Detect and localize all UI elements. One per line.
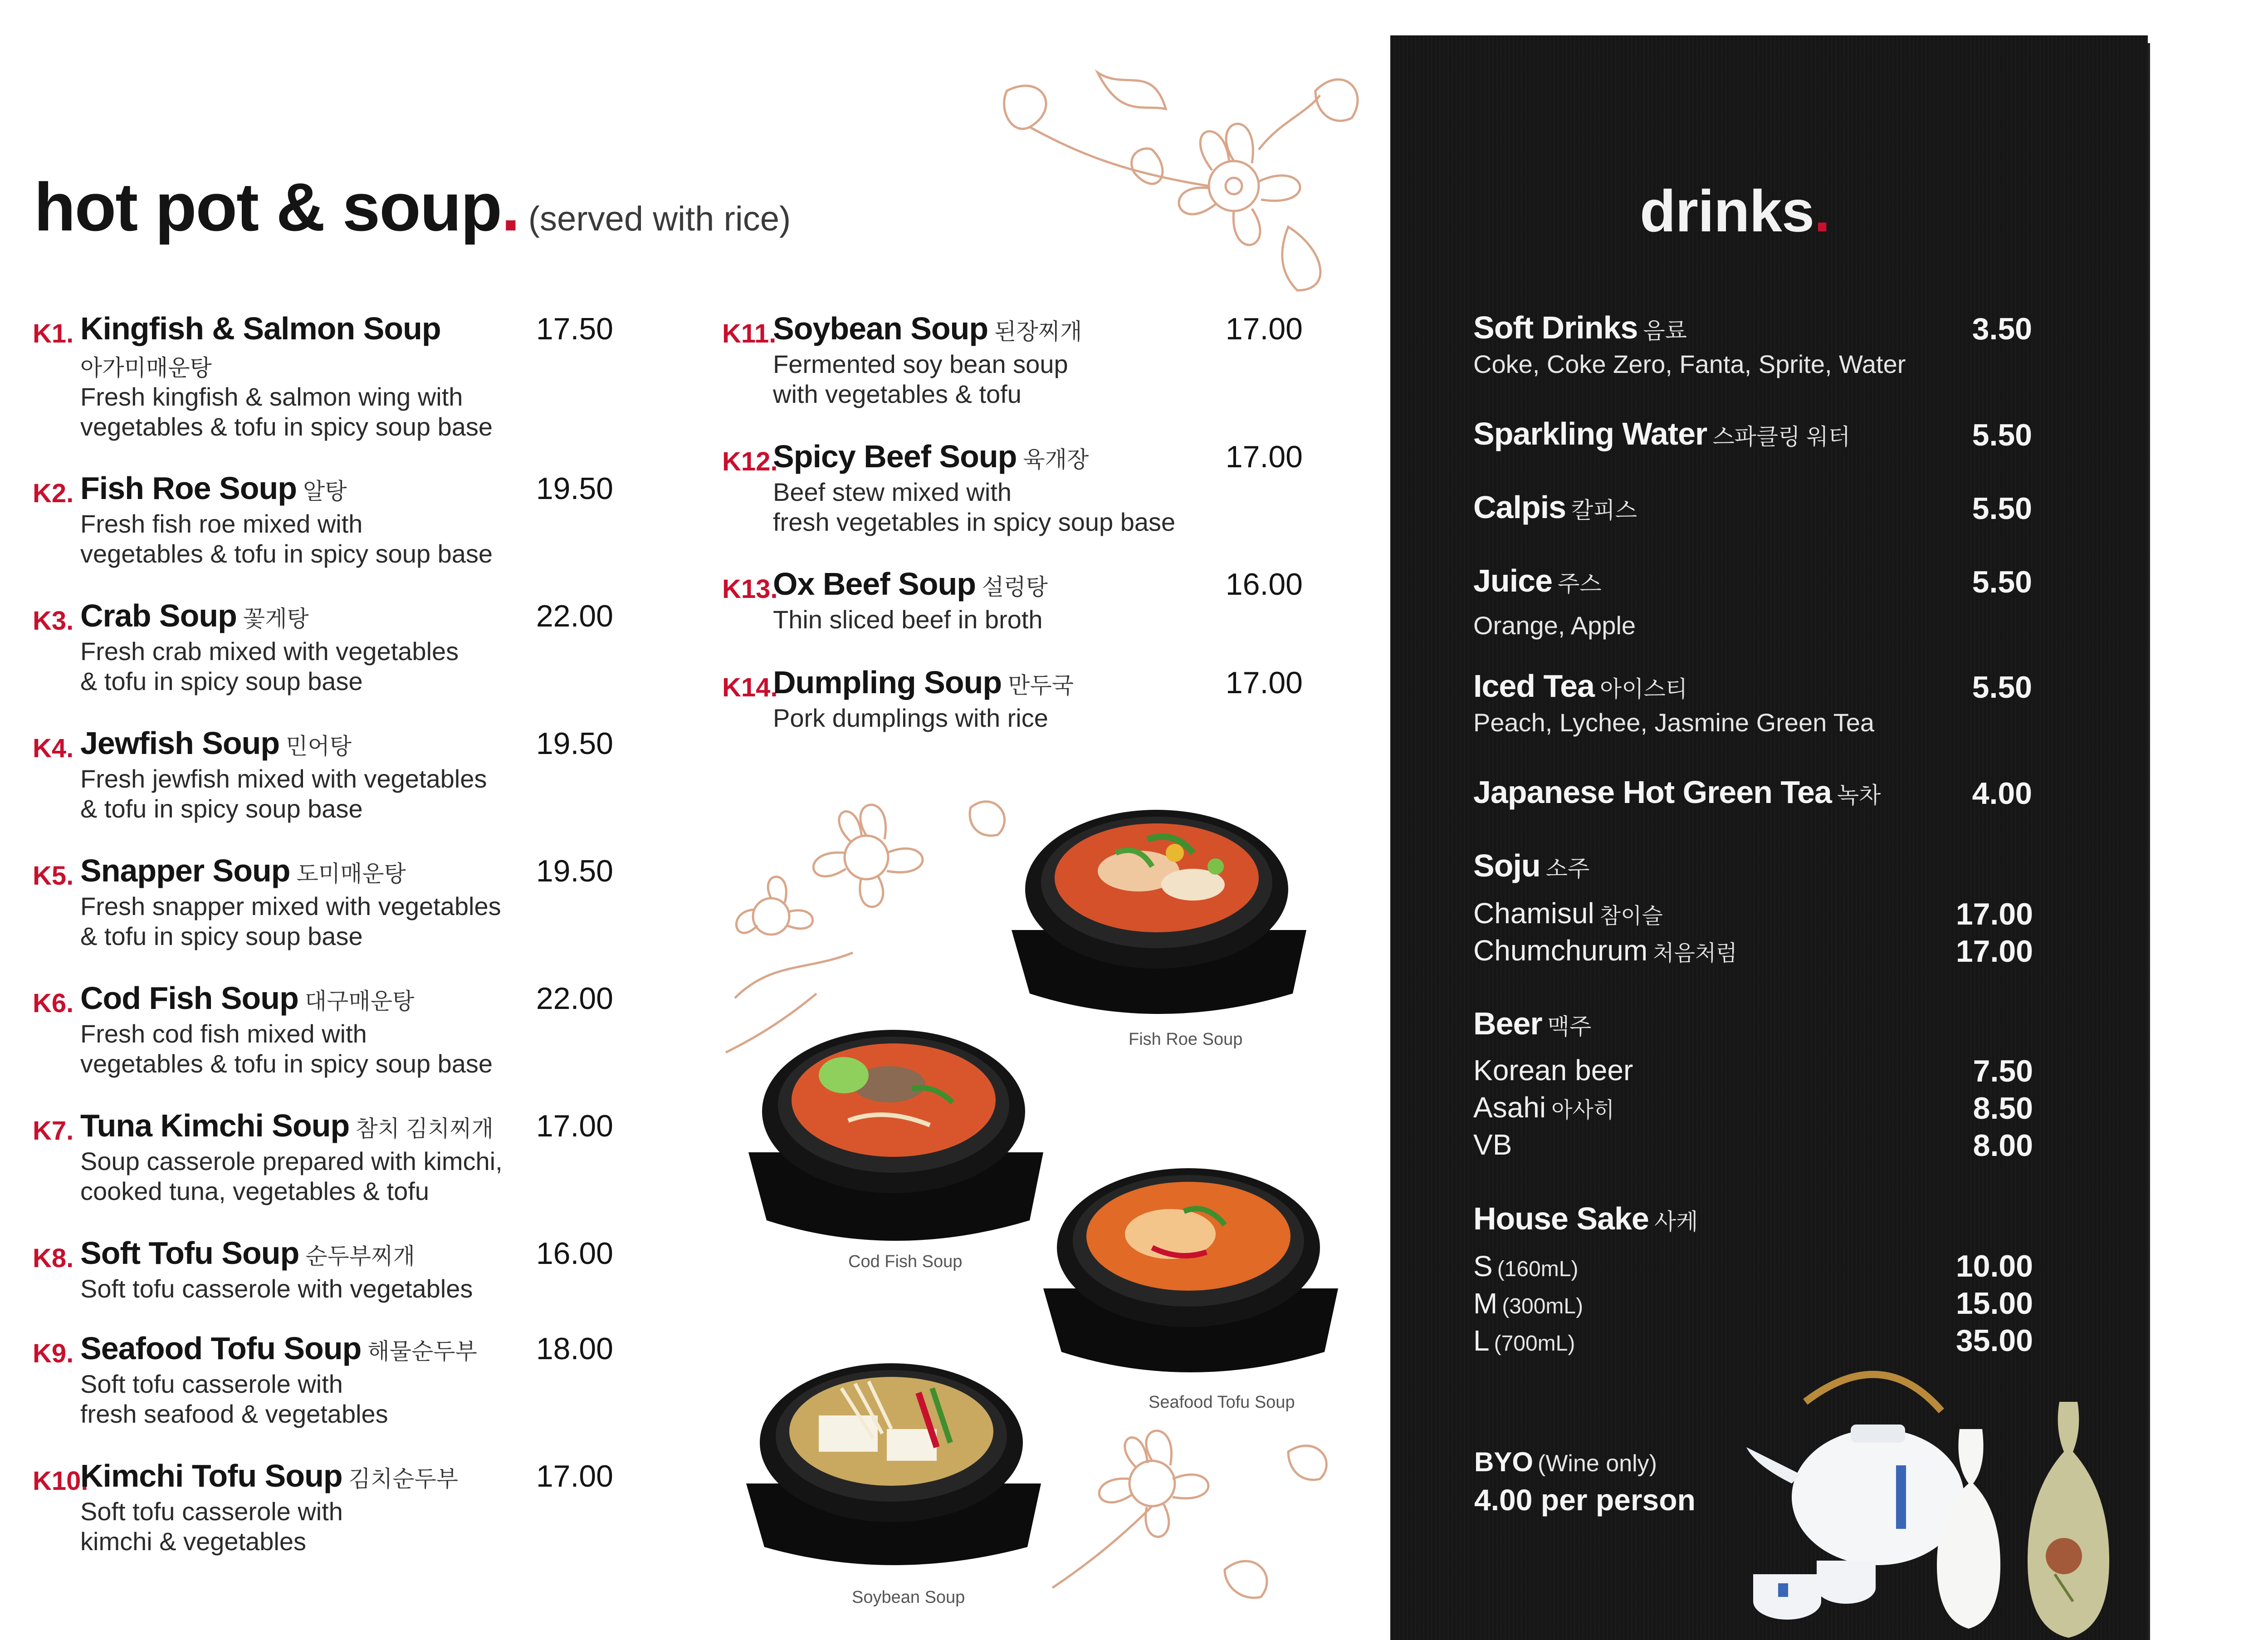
item-description-line-2: cooked tuna, vegetables & tofu bbox=[80, 1177, 429, 1205]
item-price: 19.50 bbox=[536, 854, 613, 888]
item-price: 16.00 bbox=[536, 1236, 613, 1271]
menu-item-k1 bbox=[33, 308, 613, 441]
item-name: Tuna Kimchi Soup 참치 김치찌개 bbox=[80, 1108, 494, 1143]
menu-item-k10 bbox=[33, 1456, 613, 1556]
drink-beer-option: Asahi 아사히 bbox=[1473, 1091, 1615, 1124]
item-description-line-1: Fresh fish roe mixed with bbox=[80, 509, 363, 538]
item-description-line-1: Beef stew mixed with bbox=[773, 478, 1012, 506]
menu-item-k4 bbox=[33, 723, 613, 823]
item-name: Cod Fish Soup 대구매운탕 bbox=[80, 980, 415, 1016]
item-code: K12. bbox=[722, 447, 778, 476]
caption-seafood-tofu: Seafood Tofu Soup bbox=[1149, 1393, 1295, 1412]
item-price: 17.00 bbox=[1225, 666, 1303, 700]
item-code: K13. bbox=[722, 574, 778, 604]
item-name: Seafood Tofu Soup 해물순두부 bbox=[80, 1331, 477, 1366]
drink-beer-option-price: 8.50 bbox=[1973, 1091, 2033, 1126]
item-price: 16.00 bbox=[1225, 567, 1303, 602]
drink-soju: Soju 소주 bbox=[1473, 848, 1590, 883]
item-description-line-2: & tofu in spicy soup base bbox=[80, 794, 363, 823]
drink-sparkling-water-price: 5.50 bbox=[1972, 418, 2032, 452]
item-description-line-2: vegetables & tofu in spicy soup base bbox=[80, 539, 493, 568]
item-name: Soybean Soup 된장찌개 bbox=[773, 311, 1082, 346]
item-korean: 된장찌개 bbox=[994, 319, 1082, 344]
item-name: Spicy Beef Soup 육개장 bbox=[773, 439, 1089, 474]
item-price: 22.00 bbox=[536, 981, 613, 1016]
drinks-title: drinks bbox=[1640, 178, 1814, 244]
item-price: 17.50 bbox=[536, 312, 613, 346]
drinks-title-dot: . bbox=[1814, 178, 1831, 244]
item-description-line-2: fresh seafood & vegetables bbox=[80, 1400, 388, 1428]
drink-sake-size: S (160mL) bbox=[1473, 1250, 1579, 1283]
item-code: K5. bbox=[33, 861, 74, 891]
drink-soju-option: Chumchurum 처음처럼 bbox=[1473, 934, 1737, 967]
drink-soju-option-price: 17.00 bbox=[1955, 897, 2033, 931]
soup-title-dot: . bbox=[501, 169, 520, 245]
byo-label: BYO (Wine only) bbox=[1474, 1447, 1657, 1477]
fish-roe-soup-photo bbox=[1002, 780, 1311, 1034]
item-korean: 육개장 bbox=[1023, 447, 1089, 472]
drink-soju-option-price: 17.00 bbox=[1955, 934, 2033, 969]
menu-item-k11 bbox=[722, 308, 1303, 408]
item-korean: 김치순두부 bbox=[348, 1466, 459, 1492]
drink-beer-option-price: 7.50 bbox=[1973, 1054, 2033, 1088]
drink-iced-tea-desc: Peach, Lychee, Jasmine Green Tea bbox=[1473, 708, 1875, 737]
item-description-line-1: Thin sliced beef in broth bbox=[773, 605, 1043, 634]
item-price: 17.00 bbox=[536, 1459, 613, 1493]
item-code: K9. bbox=[33, 1339, 74, 1368]
item-name: Snapper Soup 도미매운탕 bbox=[80, 853, 406, 888]
item-korean: 만두국 bbox=[1008, 673, 1074, 698]
item-description-line-1: Fresh cod fish mixed with bbox=[80, 1019, 367, 1048]
item-code: K7. bbox=[33, 1116, 74, 1146]
item-description-line-1: Soft tofu casserole with bbox=[80, 1497, 343, 1526]
menu-item-k7 bbox=[33, 1106, 613, 1205]
item-code: K2. bbox=[33, 479, 74, 508]
soybean-soup-photo bbox=[737, 1338, 1046, 1583]
item-description-line-1: Soft tofu casserole with vegetables bbox=[80, 1274, 473, 1303]
drinks-title-row bbox=[1640, 177, 1830, 245]
item-code: K6. bbox=[33, 989, 74, 1018]
drink-juice-desc: Orange, Apple bbox=[1473, 611, 1636, 640]
item-description-line-2: & tofu in spicy soup base bbox=[80, 667, 363, 695]
item-name: Kimchi Tofu Soup 김치순두부 bbox=[80, 1458, 459, 1493]
item-name: Soft Tofu Soup 순두부찌개 bbox=[80, 1235, 415, 1271]
item-price: 18.00 bbox=[536, 1332, 613, 1366]
item-description-line-1: Fresh jewfish mixed with vegetables bbox=[80, 764, 487, 793]
drink-green-tea-price: 4.00 bbox=[1972, 776, 2032, 811]
item-price: 19.50 bbox=[536, 726, 613, 761]
cod-fish-soup-photo bbox=[739, 1007, 1048, 1261]
soup-title: hot pot & soup bbox=[34, 169, 502, 245]
drink-iced-tea-price: 5.50 bbox=[1972, 670, 2032, 705]
item-korean: 알탕 bbox=[303, 479, 347, 504]
menu-item-k2 bbox=[33, 468, 613, 568]
item-code: K8. bbox=[33, 1243, 74, 1273]
menu-item-k5 bbox=[33, 851, 613, 950]
item-price: 17.00 bbox=[1225, 440, 1303, 474]
item-code: K14. bbox=[722, 673, 778, 702]
item-korean: 아가미매운탕 bbox=[80, 355, 212, 381]
item-korean: 순두부찌개 bbox=[305, 1243, 415, 1269]
menu-item-k12 bbox=[722, 436, 1303, 536]
item-description-line-1: Fresh snapper mixed with vegetables bbox=[80, 892, 501, 920]
menu-item-k14 bbox=[722, 662, 1303, 732]
item-code: K1. bbox=[33, 319, 74, 348]
item-description-line-1: Soup casserole prepared with kimchi, bbox=[80, 1147, 503, 1175]
item-name: Jewfish Soup 민어탕 bbox=[80, 725, 352, 761]
item-price: 22.00 bbox=[536, 599, 613, 633]
seafood-tofu-soup-photo bbox=[1034, 1139, 1343, 1393]
item-name: Crab Soup 꽃게탕 bbox=[80, 598, 309, 633]
item-description-line-1: Fresh crab mixed with vegetables bbox=[80, 637, 459, 666]
caption-soybean: Soybean Soup bbox=[852, 1588, 965, 1607]
soup-title-row bbox=[34, 168, 791, 246]
drink-beer-option-price: 8.00 bbox=[1973, 1128, 2033, 1163]
drink-soft-drinks-price: 3.50 bbox=[1972, 312, 2032, 346]
item-korean: 해물순두부 bbox=[367, 1339, 477, 1364]
caption-cod-fish: Cod Fish Soup bbox=[848, 1252, 963, 1271]
drink-calpis-price: 5.50 bbox=[1972, 491, 2032, 526]
soup-subtitle: (served with rice) bbox=[528, 200, 791, 238]
floral-decoration-bottom bbox=[1034, 1397, 1379, 1640]
item-name: Fish Roe Soup 알탕 bbox=[80, 470, 347, 506]
item-description-line-2: with vegetables & tofu bbox=[773, 380, 1022, 408]
drink-beer: Beer 맥주 bbox=[1473, 1006, 1592, 1041]
item-description-line-1: Fermented soy bean soup bbox=[773, 350, 1068, 378]
item-code: K4. bbox=[33, 734, 74, 763]
item-korean: 참치 김치찌개 bbox=[356, 1116, 494, 1141]
item-korean: 민어탕 bbox=[286, 734, 352, 759]
floral-decoration-top bbox=[962, 36, 1397, 308]
drink-beer-option: VB bbox=[1473, 1128, 1512, 1161]
drink-sparkling-water: Sparkling Water 스파클링 워터 bbox=[1473, 416, 1851, 451]
drink-house-sake: House Sake 사케 bbox=[1473, 1201, 1698, 1236]
item-description-line-2: vegetables & tofu in spicy soup base bbox=[80, 1049, 493, 1078]
drink-green-tea: Japanese Hot Green Tea 녹차 bbox=[1473, 774, 1881, 810]
item-description-line-2: & tofu in spicy soup base bbox=[80, 922, 363, 950]
drink-iced-tea: Iced Tea 아이스티 bbox=[1473, 668, 1688, 704]
item-price: 17.00 bbox=[536, 1109, 613, 1143]
drink-juice: Juice 주스 bbox=[1473, 563, 1602, 598]
item-price: 17.00 bbox=[1225, 312, 1303, 346]
drink-soft-drinks-desc: Coke, Coke Zero, Fanta, Sprite, Water bbox=[1473, 350, 1906, 378]
caption-fish-roe: Fish Roe Soup bbox=[1129, 1030, 1243, 1049]
item-description-line-1: Soft tofu casserole with bbox=[80, 1370, 343, 1398]
menu-item-k3 bbox=[33, 596, 613, 695]
item-name: Dumpling Soup 만두국 bbox=[773, 665, 1074, 700]
menu-item-k6 bbox=[33, 978, 613, 1078]
drink-sake-size-price: 35.00 bbox=[1955, 1323, 2033, 1358]
item-description-line-2: kimchi & vegetables bbox=[80, 1527, 307, 1556]
item-code: K10. bbox=[33, 1466, 88, 1496]
menu-item-k13 bbox=[722, 564, 1303, 634]
item-korean: 대구매운탕 bbox=[304, 989, 415, 1014]
drink-sake-size: L (700mL) bbox=[1473, 1324, 1575, 1357]
item-price: 19.50 bbox=[536, 471, 613, 506]
item-description-line-1: Fresh kingfish & salmon wing with bbox=[80, 382, 463, 411]
item-description-line-2: vegetables & tofu in spicy soup base bbox=[80, 412, 493, 441]
drink-sake-size: M (300mL) bbox=[1473, 1287, 1584, 1320]
item-description-line-1: Pork dumplings with rice bbox=[773, 704, 1048, 732]
item-code: K11. bbox=[722, 319, 777, 348]
drink-beer-option: Korean beer bbox=[1473, 1054, 1633, 1087]
drink-soju-option: Chamisul 참이슬 bbox=[1473, 897, 1663, 930]
item-korean: 설렁탕 bbox=[982, 574, 1048, 600]
menu-item-k8 bbox=[33, 1233, 613, 1303]
drink-soft-drinks: Soft Drinks 음료 bbox=[1473, 310, 1687, 345]
item-korean: 도미매운탕 bbox=[296, 861, 406, 886]
drink-sake-size-price: 10.00 bbox=[1955, 1249, 2033, 1283]
tea-set-photo bbox=[1746, 1347, 2118, 1638]
item-korean: 꽃게탕 bbox=[243, 606, 309, 632]
drink-juice-price: 5.50 bbox=[1972, 565, 2032, 599]
item-code: K3. bbox=[33, 606, 74, 636]
byo-price: 4.00 per person bbox=[1474, 1483, 1696, 1517]
item-description-line-2: fresh vegetables in spicy soup base bbox=[773, 508, 1176, 536]
item-name: Ox Beef Soup 설렁탕 bbox=[773, 566, 1048, 602]
menu-item-k9 bbox=[33, 1328, 613, 1428]
drink-sake-size-price: 15.00 bbox=[1955, 1286, 2033, 1321]
drink-calpis: Calpis 칼피스 bbox=[1473, 490, 1637, 525]
item-name: Kingfish & Salmon Soup bbox=[80, 311, 441, 346]
